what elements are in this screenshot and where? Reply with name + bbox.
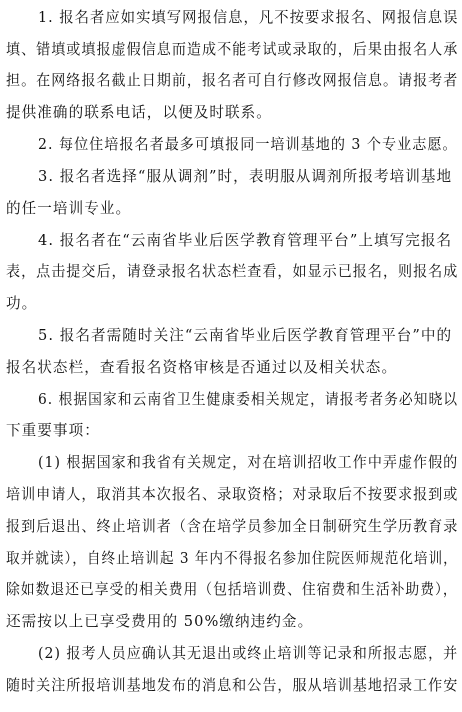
text-line: 填、错填或填报虚假信息而造成不能考试或录取的，后果由报名人承	[6, 41, 459, 58]
text-line: 表，点击提交后，请登录报名状态栏查看，如显示已报名，则报名成	[6, 263, 459, 280]
text-line: 除如数退还已享受的相关费用（包括培训费、住宿费和生活补助费），	[6, 581, 458, 598]
text-line: 功。	[6, 295, 38, 312]
text-line: 2. 每位住培报名者最多可填报同一培训基地的 3 个专业志愿。	[38, 136, 458, 153]
text-line: 4. 报名者在“云南省毕业后医学教育管理平台”上填写完报名	[38, 232, 453, 249]
text-line: 下重要事项：	[6, 422, 100, 439]
text-line: 1. 报名者应如实填写网报信息，凡不按要求报名、网报信息误	[38, 9, 459, 26]
text-line: 3. 报名者选择“服从调剂”时，表明服从调剂所报考培训基地	[38, 168, 453, 185]
text-line: 还需按以上已享受费用的 50%缴纳违约金。	[6, 613, 314, 630]
text-line: 取并就读），自终止培训起 3 年内不得报名参加住院医师规范化培训，	[6, 550, 458, 567]
text-line: 提供准确的联系电话，以便及时联系。	[6, 104, 272, 121]
text-line: 培训申请人，取消其本次报名、录取资格；对录取后不按要求报到或	[6, 486, 459, 503]
text-line: 随时关注所报培训基地发布的消息和公告，服从培训基地招录工作安	[6, 677, 459, 694]
text-line: 6. 根据国家和云南省卫生健康委相关规定，请报考者务必知晓以	[38, 391, 459, 408]
text-line: 报到后退出、终止培训者（含在培学员参加全日制研究生学历教育录	[6, 518, 459, 535]
text-line: 的任一培训专业。	[6, 200, 132, 217]
text-line: 5. 报名者需随时关注“云南省毕业后医学教育管理平台”中的	[38, 327, 453, 344]
text-line: (1) 根据国家和我省有关规定，对在培训招收工作中弄虚作假的	[38, 454, 459, 471]
text-line: 担。在网络报名截止日期前，报名者可自行修改网报信息。请报考者	[6, 72, 459, 89]
text-line: 报名状态栏，查看报名资格审核是否通过以及相关状态。	[6, 359, 398, 376]
text-line: (2) 报考人员应确认其无退出或终止培训等记录和所报志愿，并	[38, 645, 459, 662]
